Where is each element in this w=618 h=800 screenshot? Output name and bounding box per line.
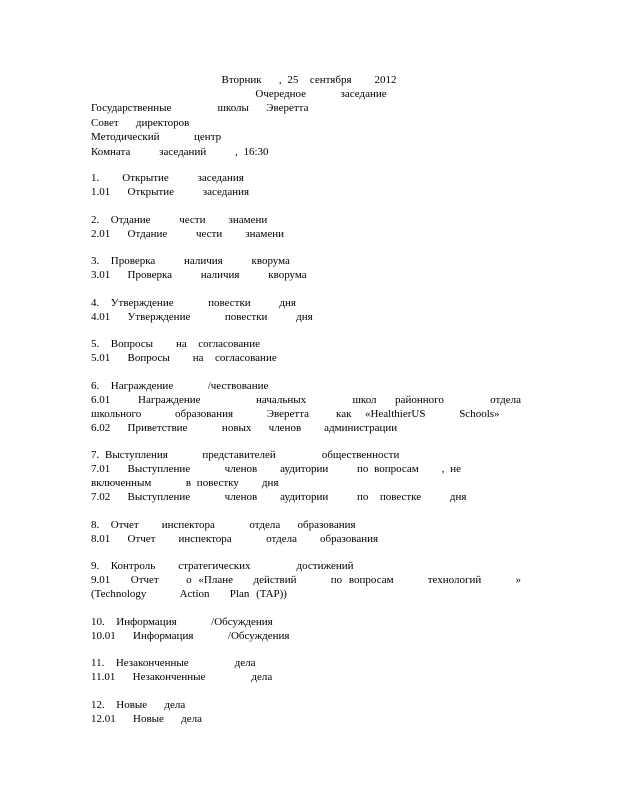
agenda-section [91,213,521,241]
agenda-section-title: 12. Новые дела [91,698,186,711]
organization-name: Государственные школы Эверетта [91,102,309,114]
agenda-section [91,254,521,282]
agenda-section-title: 7. Выступления представителей общественности [91,449,400,461]
agenda-item: 9.01 Отчет о «Плане действий по вопросам технологий » (Technology Action Plan (TAP)) [91,574,528,600]
agenda-list [91,171,548,739]
agenda-section [91,171,521,199]
agenda-section-title: 2. Отдание чести знамени [91,213,268,226]
agenda-item: 12.01 Новые дела [91,712,203,725]
agenda-section-title: 9. Контроль стратегических достижений [91,560,354,572]
agenda-section [91,448,521,504]
agenda-item: 10.01 Информация /Обсуждения [91,629,290,642]
agenda-section [91,518,521,546]
agenda-section [91,656,521,684]
agenda-section [91,698,521,726]
agenda-section-title: 8. Отчет инспектора отдела образования [91,518,356,531]
agenda-item: 7.02 Выступление членов аудитории по повестке дня [91,491,467,503]
agenda-item: 2.01 Отдание чести знамени [91,227,284,240]
agenda-section [91,559,528,601]
agenda-section [91,296,521,324]
agenda-section-title: 11. Незаконченные дела [91,657,256,669]
agenda-item: 6.01 Награждение начальных школ районного отдела школьного образования Эверетта как «HealthierUS Schools» [91,393,548,420]
agenda-section-title: 4. Утверждение повестки дня [91,296,296,309]
agenda-item: 4.01 Утверждение повестки дня [91,310,313,323]
meeting-type: Очередное заседание [255,88,387,100]
agenda-section [91,337,521,365]
agenda-section-title: 5. Вопросы на согласование [91,338,260,350]
venue-building: Методический центр [91,131,222,143]
agenda-section-title: 3. Проверка наличия кворума [91,255,290,267]
agenda-section-title: 10. Информация /Обсуждения [91,615,273,628]
agenda-item: 8.01 Отчет инспектора отдела образования [91,532,379,545]
agenda-item: 3.01 Проверка наличия кворума [91,269,307,281]
venue-room-time: Комната заседаний , 16:30 [91,145,269,158]
agenda-section-title: 6. Награждение /чествование [91,379,269,392]
meeting-date: Вторник , 25 сентября 2012 [221,74,397,86]
agenda-item: 1.01 Открытие заседания [91,186,250,198]
agenda-section-title: 1. Открытие заседания [91,172,244,184]
agenda-section [91,379,548,435]
meeting-info [91,101,531,159]
agenda-section [91,615,521,643]
agenda-item: 7.01 Выступление членов аудитории по вопросам , не включенным в повестку дня [91,463,473,489]
board-name: Совет директоров [91,116,190,129]
agenda-item: 11.01 Незаконченные дела [91,671,273,683]
document-header [0,73,618,101]
agenda-item: 6.02 Приветствие новых членов администрации [91,421,398,434]
agenda-item: 5.01 Вопросы на согласование [91,352,277,364]
